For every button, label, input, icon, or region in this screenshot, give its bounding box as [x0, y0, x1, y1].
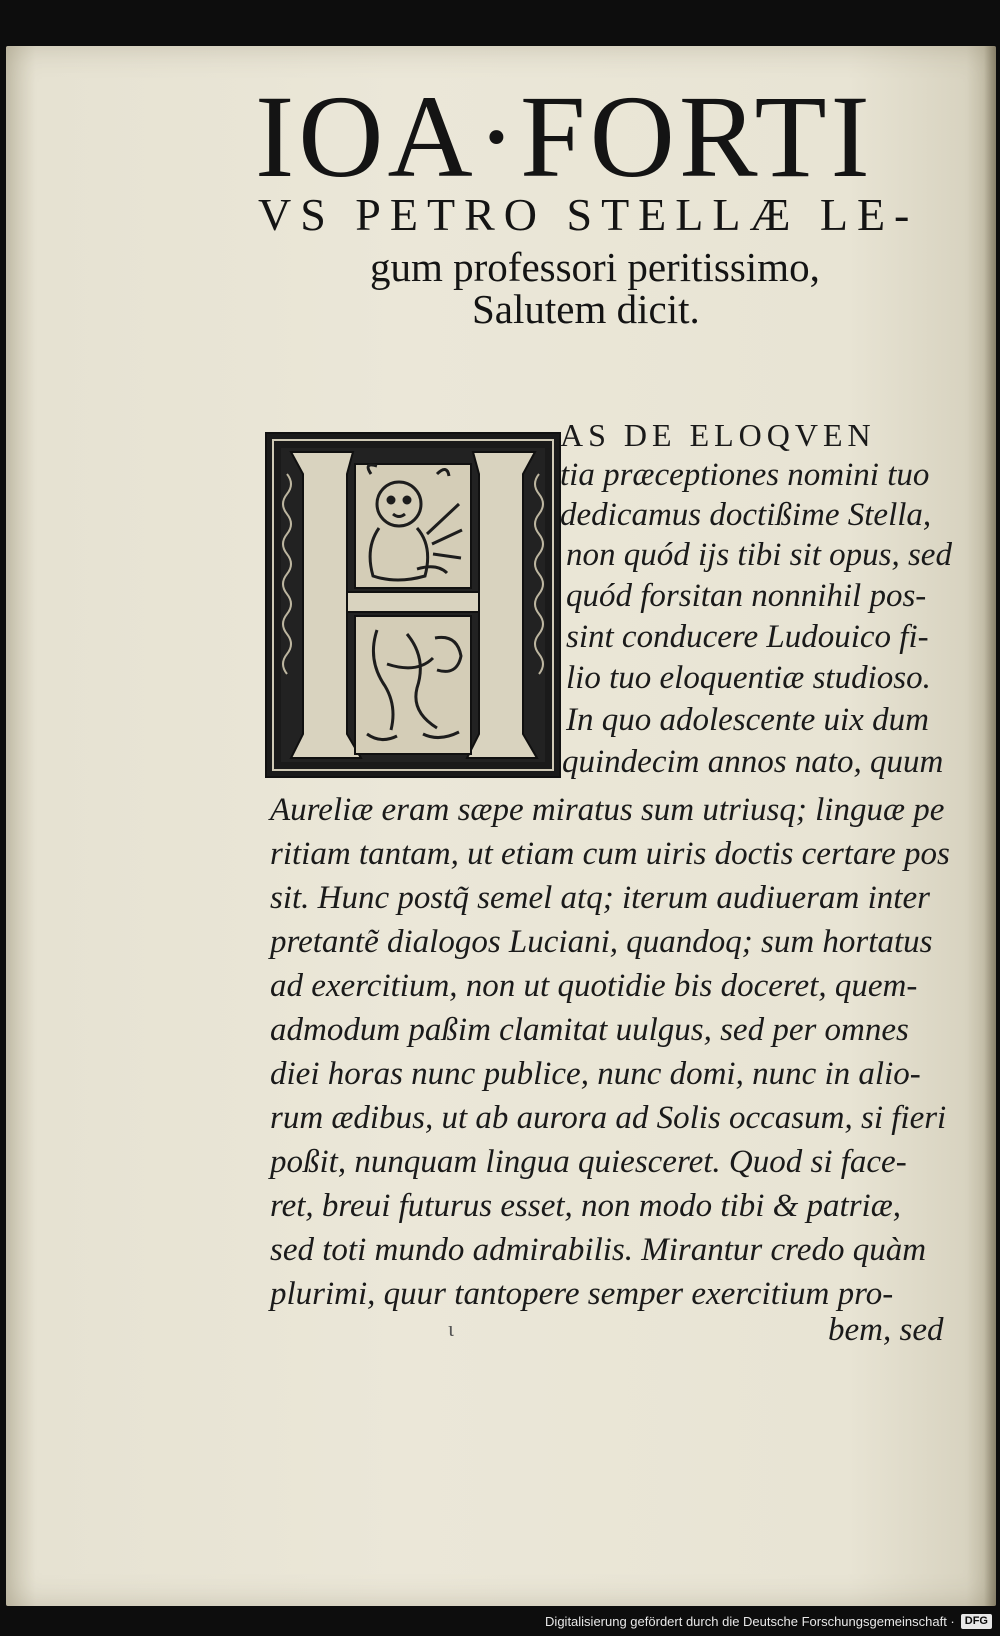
footer-credit — [545, 1612, 992, 1630]
text-line: quód forsitan nonnihil pos- — [566, 578, 927, 614]
signature-mark: ι — [448, 1316, 454, 1341]
text-line: ad exercitium, non ut quotidie bis doceret, quem- — [270, 968, 918, 1004]
heading-salutation: Salutem dicit. — [472, 286, 700, 332]
text-line: In quo adolescente uix dum — [566, 702, 929, 738]
text-line: poßit, nunquam lingua quiesceret. Quod si face- — [270, 1144, 907, 1180]
text-line: diei horas nunc publice, nunc domi, nunc in alio- — [270, 1056, 921, 1092]
text-line: Aureliæ eram sæpe miratus sum utriusq; linguæ pe — [270, 792, 945, 828]
decorated-initial-h — [265, 432, 561, 778]
text-line: quindecim annos nato, quum — [562, 744, 944, 780]
text-line: sint conducere Ludouico fi- — [566, 619, 929, 655]
text-line: ritiam tantam, ut etiam cum uiris doctis certare pos — [270, 836, 950, 872]
text-line: lio tuo eloquentiæ studioso. — [566, 660, 931, 696]
heading-recipient: VS PETRO STELLÆ LE- — [258, 189, 919, 240]
text-line: non quód ijs tibi sit opus, sed — [566, 537, 952, 573]
text-line: plurimi, quur tantopere semper exercitium pro- — [270, 1276, 894, 1312]
text-line: pretantẽ dialogos Luciani, quandoq; sum hortatus — [270, 924, 933, 960]
text-line: ret, breui futurus esset, non modo tibi & patriæ, — [270, 1188, 901, 1224]
woodcut-initial-icon — [267, 434, 559, 776]
footer-text: Digitalisierung gefördert durch die Deutsche Forschungsgemeinschaft · — [545, 1613, 955, 1629]
text-line: AS DE ELOQVEN — [560, 417, 876, 453]
text-line: tia præceptiones nomini tuo — [560, 457, 930, 493]
text-line: dedicamus doctißime Stella, — [560, 497, 932, 533]
text-line: sed toti mundo admirabilis. Mirantur credo quàm — [270, 1232, 927, 1268]
page-edge — [984, 46, 996, 1606]
text-line: admodum paßim clamitat uulgus, sed per omnes — [270, 1012, 909, 1048]
dfg-logo: DFG — [961, 1614, 992, 1629]
text-line: sit. Hunc postq̃ semel atq; iterum audiueram inter — [270, 880, 930, 916]
text-line: rum ædibus, ut ab aurora ad Solis occasum, si fieri — [270, 1100, 947, 1136]
heading-title-line: gum professori peritissimo, — [370, 244, 820, 290]
catchword: bem, sed — [828, 1312, 944, 1348]
heading-author: IOA·FORTI — [255, 71, 874, 202]
